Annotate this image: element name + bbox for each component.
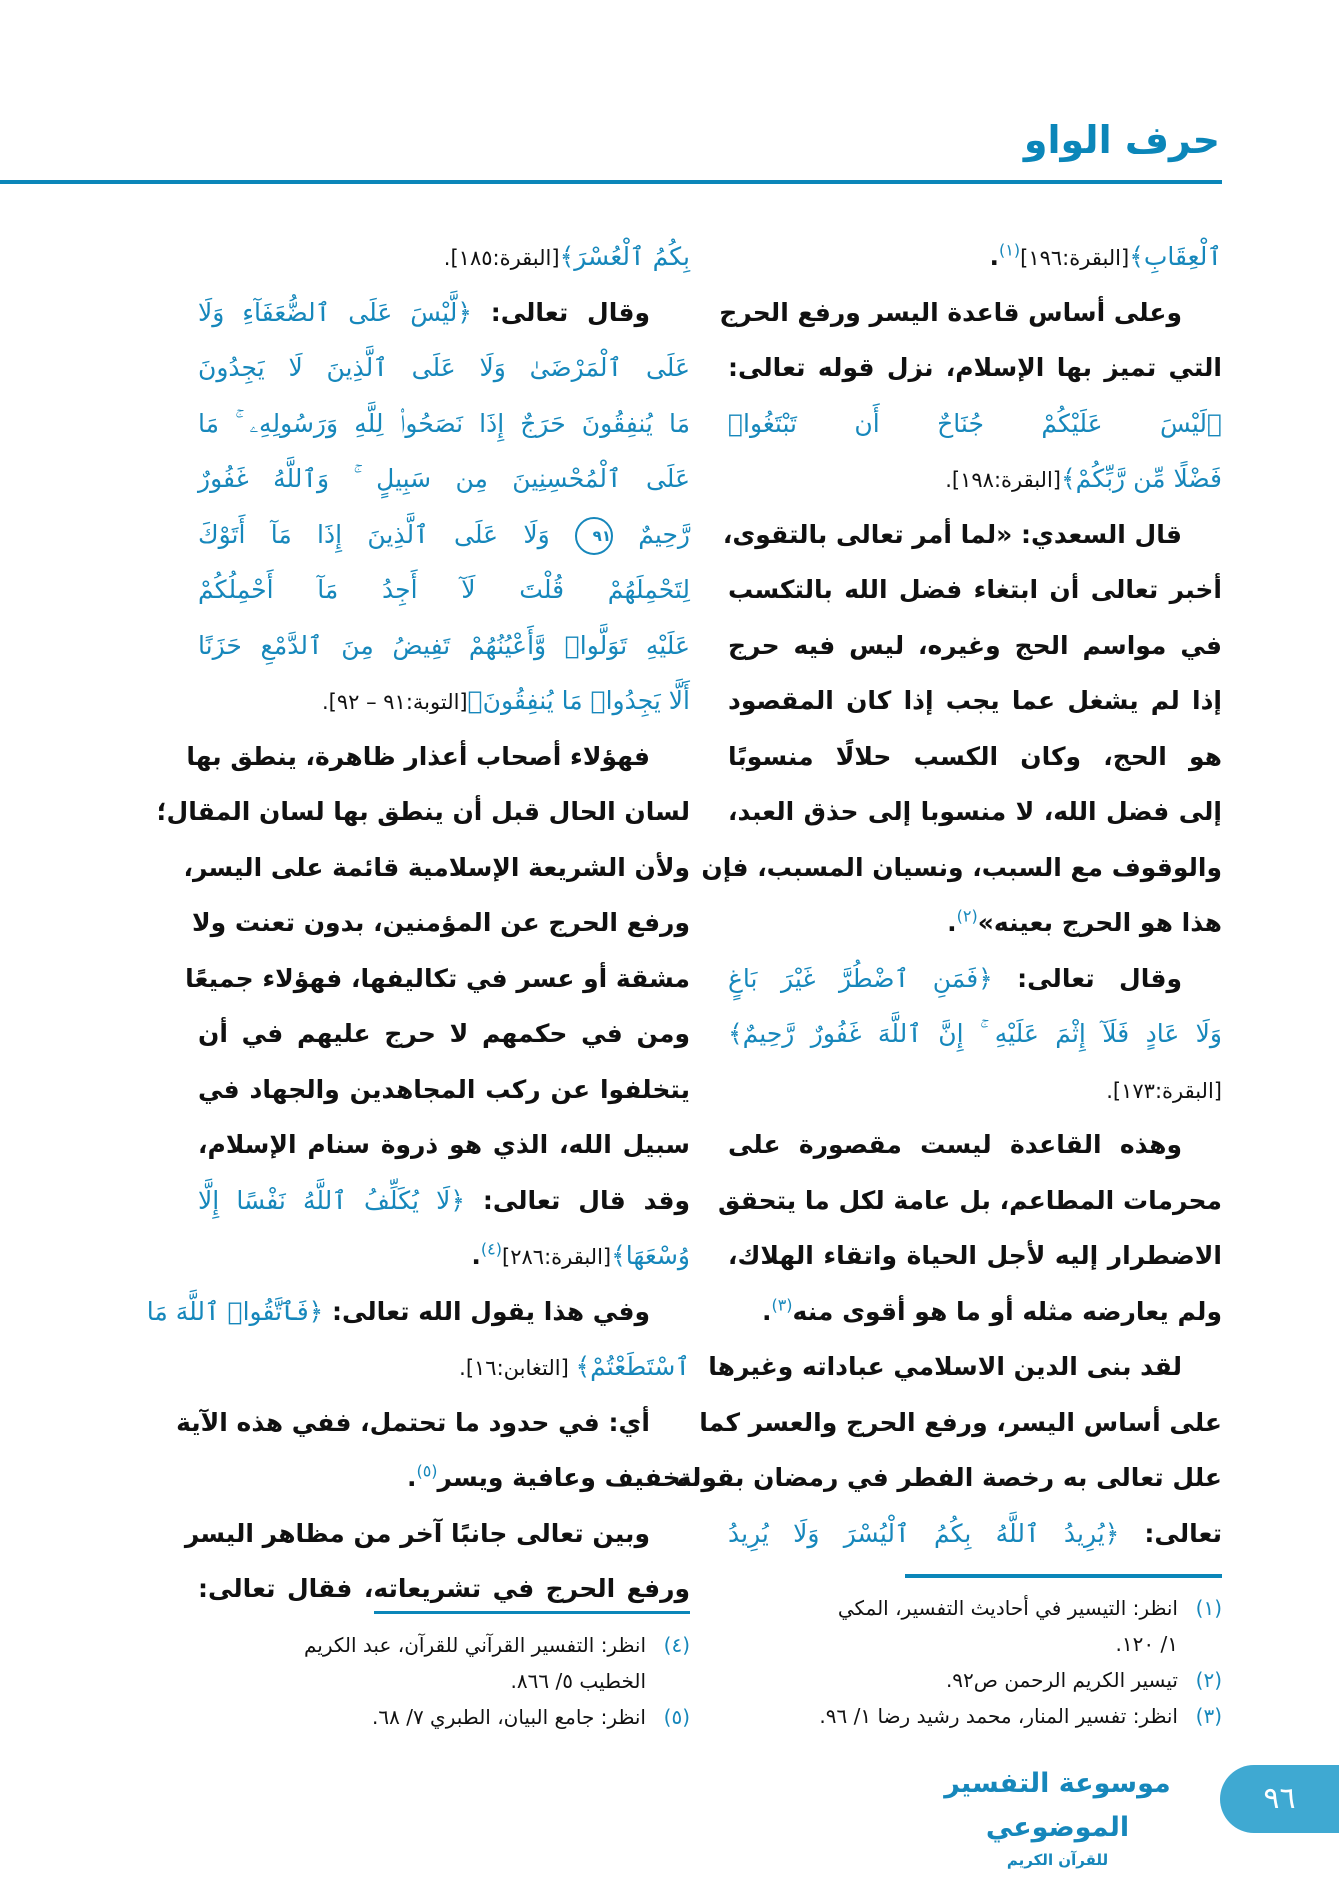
text-line [198, 673, 690, 729]
body-text: والوقوف مع السبب، ونسيان المسبب، فإن [701, 852, 1222, 882]
quran-verse-text: أَلَّا يَجِدُوا۟ مَا يُنفِقُونَ﴾ [467, 686, 690, 715]
quran-verse-text: ٱسْتَطَعْتُمْ﴾ [575, 1352, 690, 1381]
body-text: مشقة أو عسر في تكاليفها، فهؤلاء جميعًا [185, 963, 690, 993]
verse-reference: [التوبة:٩١ – ٩٢]. [321, 690, 468, 714]
text-line [198, 340, 690, 396]
text-line [708, 1339, 1222, 1395]
text-line [198, 1561, 690, 1617]
quran-verse-text: ﴿لَيْسَ عَلَيْكُمْ جُنَاحٌ أَن تَبْتَغُوا۟ [728, 408, 1222, 438]
footnote-text: تيسير الكريم الرحمن ص٩٢. [945, 1668, 1178, 1692]
text-line [198, 1117, 690, 1173]
text-line [728, 1506, 1222, 1562]
footnote-text: ١/ ١٢٠. [1115, 1632, 1178, 1656]
text-line [198, 618, 690, 674]
text-line [719, 285, 1222, 341]
verse-reference: [البقرة:١٧٣]. [1106, 1078, 1222, 1103]
body-text: هذا هو الحرج بعينه» [977, 908, 1222, 937]
body-text: ورفع الحرج عن المؤمنين، بدون تعنت ولا [191, 908, 690, 937]
quran-verse-text: وَلَا عَادٍ فَلَآ إِثْمَ عَلَيْهِ ۚ إِنَّ ٱللَّهَ غَفُورٌ رَّحِيمٌ﴾ [728, 1019, 1222, 1048]
text-line [728, 451, 1222, 507]
text-line [728, 396, 1222, 452]
footnote-marker[interactable]: (١) [999, 240, 1021, 260]
ayah-number-marker: ٩١ [575, 517, 613, 555]
text-line [718, 1173, 1222, 1229]
encyclopedia-logo [930, 1762, 1185, 1870]
text-line [198, 1173, 690, 1229]
body-text: وقد قال تعالى: [464, 1185, 690, 1215]
text-line [191, 895, 690, 951]
quran-verse-text: ﴿فَٱتَّقُوا۟ ٱللَّهَ مَا [146, 1296, 324, 1326]
text-line [183, 840, 690, 896]
text-line [701, 840, 1222, 896]
footnote-number: (٣) [1195, 1704, 1222, 1728]
text-line [728, 1284, 1222, 1340]
quran-verse-text: وَلَا عَلَى ٱلَّذِينَ إِذَا مَآ أَتَوْكَ [198, 519, 575, 549]
body-text: ورفع الحرج في تشريعاته، فقال تعالى: [198, 1574, 690, 1603]
quran-verse-text: رَّحِيمٌ [612, 519, 690, 549]
body-text: أي: في حدود ما تحتمل، ففي هذه الآية [176, 1407, 650, 1437]
footnote-marker[interactable]: (٢) [956, 906, 978, 926]
footnote-text: انظر: جامع البيان، الطبري ٧/ ٦٨. [372, 1705, 646, 1729]
body-text: وقال تعالى: [992, 963, 1182, 993]
text-line [728, 895, 1222, 951]
body-text: علل تعالى به رخصة الفطر في رمضان بقوله [676, 1463, 1222, 1492]
footnote-text: انظر: التفسير القرآني للقرآن، عبد الكريم [303, 1633, 646, 1657]
body-text: هو الحج، وكان الكسب حلالًا منسوبًا [728, 741, 1222, 771]
footnote-text: انظر: تفسير المنار، محمد رشيد رضا ١/ ٩٦. [819, 1704, 1178, 1728]
footnotes-right [728, 1590, 1222, 1734]
text-line [146, 1284, 690, 1340]
text-underline-left [374, 1611, 690, 1614]
verse-reference: [التغابن:١٦]. [459, 1356, 576, 1380]
verse-reference: [البقرة:١٩٦] [1020, 246, 1130, 270]
body-text: وهذه القاعدة ليست مقصورة على [728, 1130, 1182, 1159]
body-text: في مواسم الحج وغيره، ليس فيه حرج [728, 630, 1222, 660]
quran-verse-text: ﴿لَّيْسَ عَلَى ٱلضُّعَفَآءِ وَلَا [198, 297, 472, 327]
text-line [728, 784, 1222, 840]
body-text: وعلى أساس قاعدة اليسر ورفع الحرج [719, 297, 1182, 327]
quran-verse-text: عَلَى ٱلْمُحْسِنِينَ مِن سَبِيلٍ ۚ وَٱللَّهُ غَفُورٌ [198, 464, 690, 493]
quran-verse-text: ٱلْعِقَابِ﴾ [1129, 242, 1222, 271]
body-text: أخبر تعالى أن ابتغاء فضل الله بالتكسب [728, 575, 1222, 604]
body-text: قال السعدي: «لما أمر تعالى بالتقوى، [722, 519, 1182, 549]
quran-verse-text: عَلَى ٱلْمَرْضَىٰ وَلَا عَلَى ٱلَّذِينَ لَا يَجِدُونَ [198, 353, 690, 382]
footnote-line [728, 1698, 1222, 1734]
footnote-line [198, 1699, 690, 1735]
body-text: وبين تعالى جانبًا آخر من مظاهر اليسر [184, 1518, 650, 1548]
footnote-divider-right [905, 1574, 1222, 1578]
text-line [176, 1395, 690, 1451]
body-text: إذا لم يشغل عما يجب إذا كان المقصود [728, 686, 1222, 715]
text-line [728, 1062, 1222, 1118]
text-line [728, 618, 1222, 674]
header-divider [0, 180, 1222, 184]
footnote-number: (٤) [663, 1633, 690, 1657]
footnote-number: (٥) [663, 1705, 690, 1729]
verse-reference: [البقرة:١٨٥]. [443, 246, 560, 270]
text-line [728, 562, 1222, 618]
text-line [676, 1450, 1222, 1506]
body-text: وقال تعالى: [471, 297, 650, 327]
text-line [728, 729, 1222, 785]
quran-verse-text: مَا يُنفِقُونَ حَرَجٌ إِذَا نَصَحُوا۟ لِلَّهِ وَرَسُولِهِۦ ۚ مَا [198, 408, 690, 438]
text-line [198, 229, 690, 285]
footnote-line [198, 1663, 690, 1699]
text-line [699, 1395, 1222, 1451]
body-text: تعالى: [1119, 1518, 1222, 1548]
body-text: وفي هذا يقول الله تعالى: [323, 1296, 650, 1326]
footnote-number: (٢) [1195, 1668, 1222, 1692]
body-text: إلى فضل الله، لا منسوبا إلى حذق العبد، [728, 797, 1222, 826]
text-line [198, 562, 690, 618]
text-line [728, 951, 1222, 1007]
body-text: لقد بنى الدين الاسلامي عباداته وغيرها [708, 1352, 1182, 1381]
right-text-column [676, 229, 1222, 1561]
quran-verse-text: لِتَحْمِلَهُمْ قُلْتَ لَآ أَجِدُ مَآ أَحْمِلُكُمْ [198, 575, 690, 604]
footnote-line [728, 1590, 1222, 1626]
text-line [198, 1006, 690, 1062]
body-text: . [406, 1463, 417, 1492]
text-line [186, 729, 690, 785]
text-line [728, 1006, 1222, 1062]
text-line [722, 507, 1222, 563]
verse-reference: [البقرة:١٩٨]. [945, 468, 1061, 492]
text-line [198, 1062, 690, 1118]
text-line [728, 1228, 1222, 1284]
body-text: سبيل الله، الذي هو ذروة سنام الإسلام، [198, 1130, 690, 1159]
quran-verse-text: ﴿فَمَنِ ٱضْطُرَّ غَيْرَ بَاغٍ [728, 963, 993, 993]
text-line [198, 285, 690, 341]
body-text: لسان الحال قبل أن ينطق بها لسان المقال؛ [156, 797, 690, 826]
body-text: . [989, 242, 1000, 271]
footnote-marker[interactable]: (٣) [771, 1295, 793, 1315]
body-text: ولأن الشريعة الإسلامية قائمة على اليسر، [183, 852, 690, 882]
text-line [198, 451, 690, 507]
footnotes-left [198, 1627, 690, 1735]
body-text: ولم يعارضه مثله أو ما هو أقوى منه [792, 1296, 1222, 1326]
logo-subtitle: للقرآن الكريم [1006, 1851, 1109, 1869]
quran-verse-text: ﴿يُرِيدُ ٱللَّهُ بِكُمُ ٱلْيُسْرَ وَلَا يُرِيدُ [728, 1518, 1120, 1548]
footnote-marker[interactable]: (٥) [416, 1461, 438, 1481]
body-text: الاضطرار إليه لأجل الحياة واتقاء الهلاك، [728, 1241, 1222, 1270]
body-text: . [761, 1296, 772, 1326]
page-number-badge: ٩٦ [1220, 1765, 1339, 1833]
text-line [156, 784, 690, 840]
text-line [198, 1228, 690, 1284]
verse-reference: [البقرة:٢٨٦] [502, 1245, 612, 1269]
footnote-marker[interactable]: (٤) [480, 1239, 503, 1259]
body-text: . [947, 908, 957, 937]
quran-verse-text: بِكُمُ ٱلْعُسْرَ﴾ [559, 242, 690, 271]
text-line [728, 673, 1222, 729]
text-line [198, 1450, 690, 1506]
quran-verse-text: ﴿لَا يُكَلِّفُ ٱللَّهُ نَفْسًا إِلَّا [198, 1185, 465, 1215]
logo-title: موسوعة التفسير الموضوعي [944, 1768, 1171, 1843]
body-text: يتخلفوا عن ركب المجاهدين والجهاد في [198, 1074, 690, 1104]
chapter-title: حرف الواو [1023, 118, 1220, 162]
text-line [198, 396, 690, 452]
body-text: محرمات المطاعم، بل عامة لكل ما يتحقق [718, 1185, 1222, 1215]
quran-verse-text: وُسْعَهَا﴾ [611, 1241, 690, 1270]
text-line [184, 1506, 690, 1562]
body-text: فهؤلاء أصحاب أعذار ظاهرة، ينطق بها [186, 741, 650, 771]
footnote-text: انظر: التيسير في أحاديث التفسير، المكي [837, 1596, 1178, 1620]
footnote-line [728, 1662, 1222, 1698]
text-line [198, 1339, 690, 1395]
body-text: تخفيف وعافية ويسر [437, 1463, 690, 1492]
left-text-column [146, 229, 690, 1617]
body-text: على أساس اليسر، ورفع الحرج والعسر كما [699, 1407, 1222, 1437]
text-line [728, 229, 1222, 285]
footnote-text: الخطيب ٥/ ٨٦٦. [510, 1669, 646, 1693]
text-line [728, 340, 1222, 396]
body-text: ومن في حكمهم لا حرج عليهم في أن [198, 1019, 690, 1048]
footnote-line [728, 1626, 1222, 1662]
text-line [198, 507, 690, 563]
text-line [185, 951, 690, 1007]
body-text: التي تميز بها الإسلام، نزل قوله تعالى: [728, 353, 1222, 382]
body-text: . [471, 1241, 481, 1270]
text-line [728, 1117, 1222, 1173]
footnote-line [198, 1627, 690, 1663]
quran-verse-text: فَضْلًا مِّن رَّبِّكُمْ﴾ [1061, 464, 1222, 493]
footnote-number: (١) [1195, 1596, 1222, 1620]
quran-verse-text: عَلَيْهِ تَوَلَّوا۟ وَّأَعْيُنُهُمْ تَفِيضُ مِنَ ٱلدَّمْعِ حَزَنًا [198, 630, 690, 660]
